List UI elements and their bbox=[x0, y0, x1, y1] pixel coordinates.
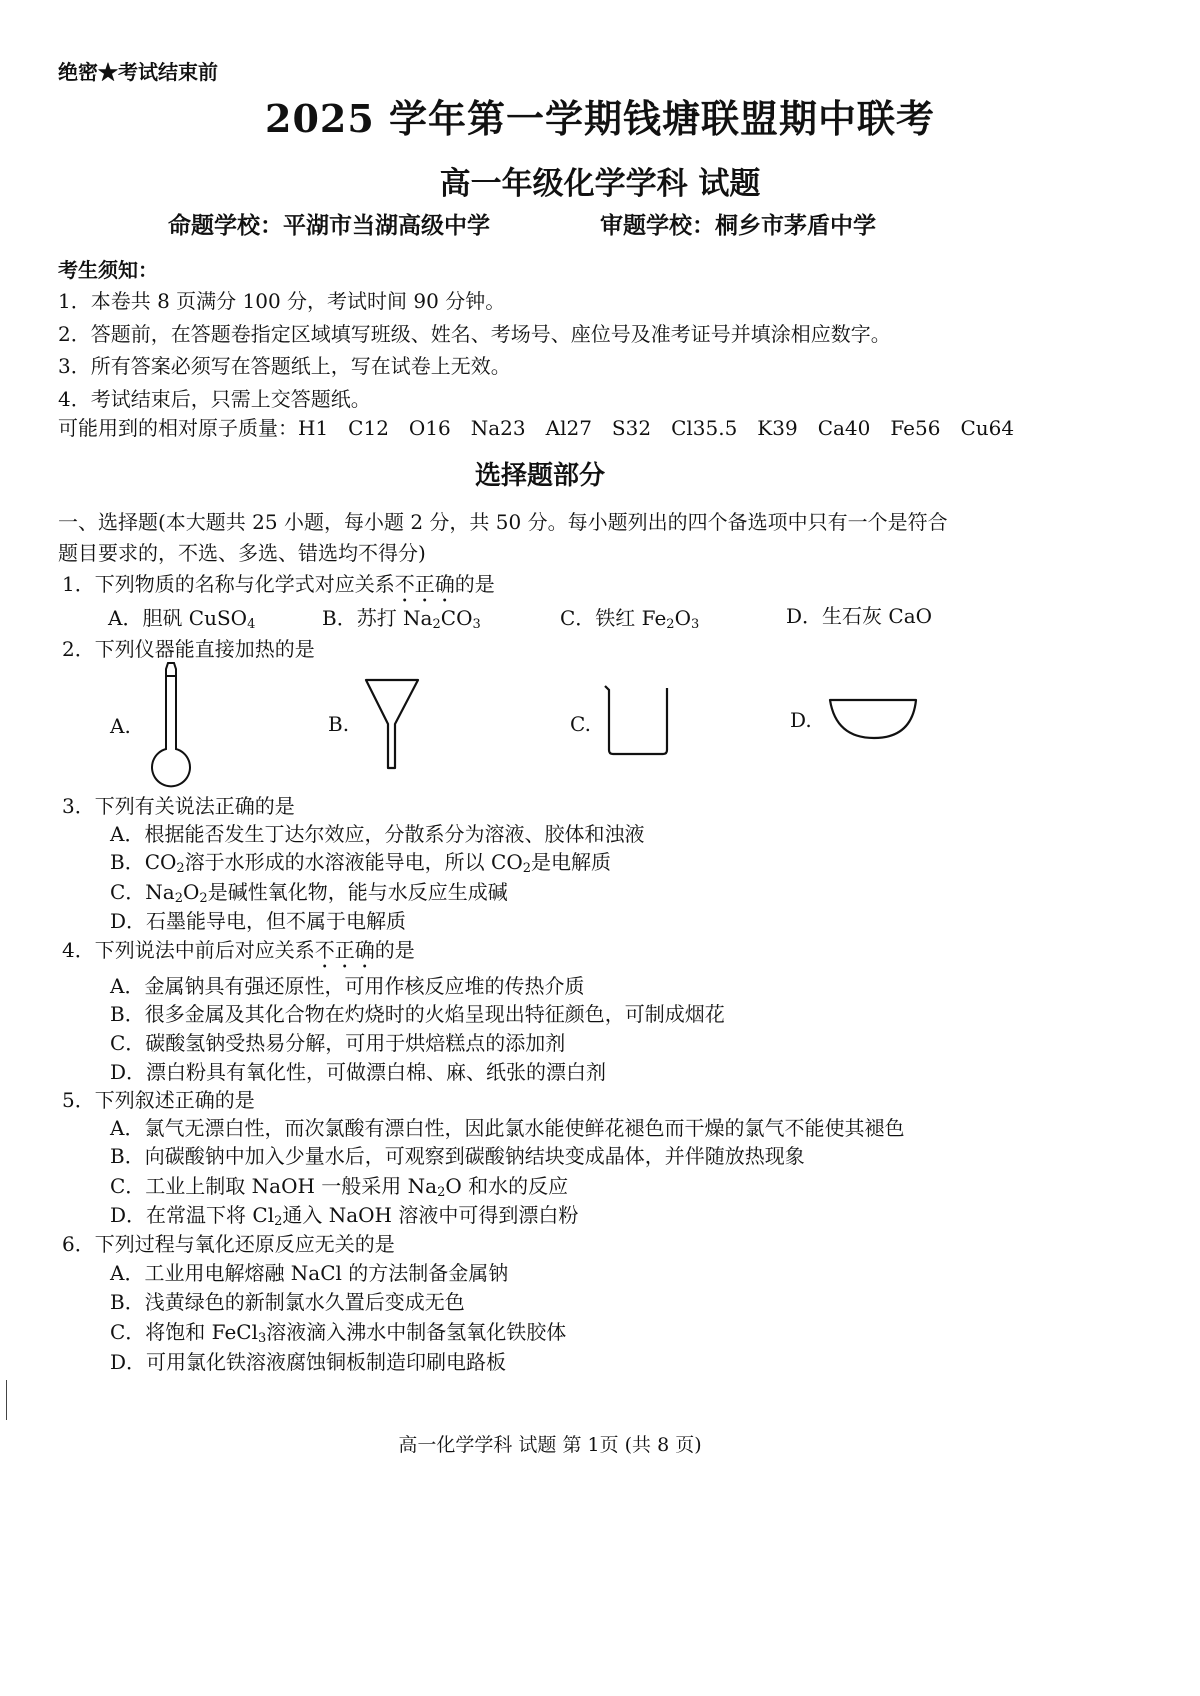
notice-heading: 考生须知： bbox=[58, 258, 158, 282]
volumetric-flask-icon bbox=[145, 660, 195, 785]
section-intro-1: 一、选择题(本大题共 25 小题，每小题 2 分，共 50 分。每小题列出的四个备选项中只有一个是符合 bbox=[58, 510, 948, 534]
question-1-option-c: C．铁红 $Fe_2O_3$ bbox=[560, 606, 700, 632]
question-3-option-b: B．$CO_2$溶于水形成的水溶液能导电，所以 $CO_2$是电解质 bbox=[110, 850, 612, 876]
proposing-school: 命题学校：平湖市当湖高级中学 bbox=[168, 212, 490, 239]
question-2-stem: 2．下列仪器能直接加热的是 bbox=[62, 637, 315, 661]
funnel-icon bbox=[364, 678, 420, 770]
reviewing-school: 审题学校：桐乡市茅盾中学 bbox=[600, 212, 876, 239]
question-6-option-a: A．工业用电解熔融 NaCl 的方法制备金属钠 bbox=[110, 1261, 509, 1285]
question-2-option-a-label: A. bbox=[110, 714, 131, 738]
question-4-stem: 4．下列说法中前后对应关系不正确的是 bbox=[62, 938, 415, 962]
question-4-option-c: C．碳酸氢钠受热易分解，可用于烘焙糕点的添加剂 bbox=[110, 1031, 566, 1055]
secret-label: 绝密★考试结束前 bbox=[58, 60, 218, 84]
question-6-stem: 6．下列过程与氧化还原反应无关的是 bbox=[62, 1232, 395, 1256]
question-5-stem: 5．下列叙述正确的是 bbox=[62, 1088, 255, 1112]
question-3-option-c: C．$Na_2O_2$是碱性氧化物，能与水反应生成碱 bbox=[110, 880, 508, 906]
notice-item-1: 1．本卷共 8 页满分 100 分，考试时间 90 分钟。 bbox=[58, 289, 506, 313]
emphasis-text: 不正确 bbox=[314, 938, 375, 962]
beaker-icon bbox=[603, 684, 671, 756]
evaporating-dish-icon bbox=[828, 696, 918, 742]
question-1-option-d: D．生石灰 CaO bbox=[786, 604, 933, 628]
margin-line bbox=[6, 1380, 7, 1420]
section-title: 选择题部分 bbox=[474, 461, 605, 491]
question-2-option-d-label: D. bbox=[790, 708, 812, 732]
section-intro-2: 题目要求的，不选、多选、错选均不得分) bbox=[58, 541, 426, 565]
question-1-option-a: A．胆矾 CuSO$_4$ bbox=[108, 606, 256, 632]
question-2-option-b-label: B. bbox=[328, 712, 350, 736]
question-3-option-a: A．根据能否发生丁达尔效应，分散系分为溶液、胶体和浊液 bbox=[110, 822, 645, 846]
question-6-option-b: B．浅黄绿色的新制氯水久置后变成无色 bbox=[110, 1290, 465, 1314]
notice-item-2: 2．答题前，在答题卷指定区域填写班级、姓名、考场号、座位号及准考证号并填涂相应数字。 bbox=[58, 322, 891, 346]
exam-subtitle: 高一年级化学学科 试题 bbox=[439, 166, 761, 202]
question-3-stem: 3．下列有关说法正确的是 bbox=[62, 794, 295, 818]
atomic-masses: 可能用到的相对原子质量：H1 C12 O16 Na23 Al27 S32 Cl35.5 K39 Ca40 Fe56 Cu64 bbox=[58, 416, 1015, 440]
question-5-option-c: C．工业上制取 NaOH 一般采用 $Na_2O$ 和水的反应 bbox=[110, 1174, 569, 1200]
question-1-option-b: B．苏打 $Na_2CO_3$ bbox=[322, 606, 481, 632]
notice-item-3: 3．所有答案必须写在答题纸上，写在试卷上无效。 bbox=[58, 354, 511, 378]
notice-item-4: 4．考试结束后，只需上交答题纸。 bbox=[58, 387, 371, 411]
question-5-option-a: A．氯气无漂白性，而次氯酸有漂白性，因此氯水能使鲜花褪色而干燥的氯气不能使其褪色 bbox=[110, 1116, 905, 1140]
emphasis-text: 不正确 bbox=[394, 572, 455, 596]
question-4-option-d: D．漂白粉具有氧化性，可做漂白棉、麻、纸张的漂白剂 bbox=[110, 1060, 607, 1084]
question-2-option-c-label: C. bbox=[570, 712, 591, 736]
question-4-option-a: A．金属钠具有强还原性，可用作核反应堆的传热介质 bbox=[110, 974, 585, 998]
question-3-option-d: D．石墨能导电，但不属于电解质 bbox=[110, 909, 407, 933]
question-5-option-d: D．在常温下将 $Cl_2$通入 NaOH 溶液中可得到漂白粉 bbox=[110, 1203, 579, 1229]
question-5-option-b: B．向碳酸钠中加入少量水后，可观察到碳酸钠结块变成晶体，并伴随放热现象 bbox=[110, 1144, 805, 1168]
question-6-option-c: C．将饱和 FeCl$_3$溶液滴入沸水中制备氢氧化铁胶体 bbox=[110, 1320, 567, 1346]
question-4-option-b: B．很多金属及其化合物在灼烧时的火焰呈现出特征颜色，可制成烟花 bbox=[110, 1002, 725, 1026]
exam-title: 2025 学年第一学期钱塘联盟期中联考 bbox=[265, 96, 935, 141]
question-1-stem: 1．下列物质的名称与化学式对应关系不正确的是 bbox=[62, 572, 495, 596]
page-footer: 高一化学学科 试题 第 1页 (共 8 页) bbox=[398, 1434, 702, 1456]
question-6-option-d: D．可用氯化铁溶液腐蚀铜板制造印刷电路板 bbox=[110, 1350, 507, 1374]
